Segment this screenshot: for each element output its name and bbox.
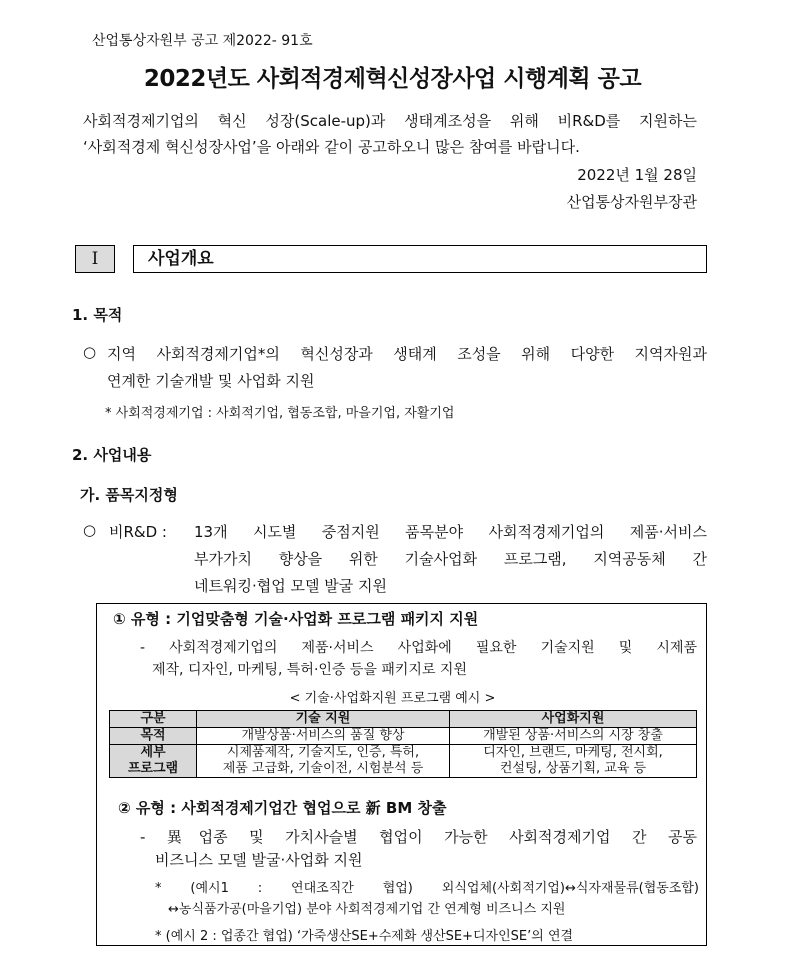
table-cell: 개발상품·서비스의 품질 향상 — [197, 728, 450, 745]
content-line-1: 13개 시도별 중점지원 품목분야 사회적경제기업의 제품·서비스 — [194, 523, 707, 541]
table-header-row — [110, 711, 697, 728]
content-subheading: 가. 품목지정형 — [80, 486, 178, 504]
type2-example-2: * (예시 2 : 업종간 협업) ‘가죽생산SE+수제화 생산SE+디자인SE’의 연결 — [155, 929, 574, 944]
purpose-note: * 사회적경제기업 : 사회적기업, 협동조합, 마을기업, 자활기업 — [105, 406, 455, 421]
purpose-line-2: 연계한 기술개발 및 사업화 지원 — [107, 372, 315, 390]
table-row — [110, 745, 697, 778]
purpose-heading: 1. 목적 — [72, 306, 123, 324]
table-cell: 목적 — [110, 728, 197, 745]
type2-example-1-line-2: ↔농식품가공(마을기업) 분야 사회적경제기업 간 연계형 비즈니스 지원 — [168, 902, 566, 917]
table-cell — [110, 745, 197, 778]
intro-line-2: ‘사회적경제 혁신성장사업’을 아래와 같이 공고하오니 많은 참여를 바랍니다. — [83, 138, 580, 156]
table-cell: 개발된 상품·서비스의 시장 창출 — [450, 728, 697, 745]
table-row — [110, 728, 697, 745]
content-label: 비R&D : — [109, 523, 167, 541]
table-cell — [197, 745, 450, 778]
intro-line-1: 사회적경제기업의 혁신 성장(Scale-up)과 생태계조성을 위해 비R&D를 지원하는 — [83, 112, 697, 130]
section-number: I — [75, 245, 115, 273]
content-line-3: 네트워킹·협업 모델 발굴 지원 — [194, 577, 387, 595]
purpose-bullet: ○ — [83, 343, 97, 361]
section-title: 사업개요 — [133, 245, 707, 273]
table-cell-line: 컨설팅, 상품기획, 교육 등 — [499, 761, 647, 776]
notice-number: 산업통상자원부 공고 제2022- 91호 — [92, 33, 313, 49]
type1-line-2: 제작, 디자인, 마케팅, 특허·인증 등을 패키지로 지원 — [152, 662, 467, 678]
table-cell-line: 제품 고급화, 기술이전, 시험분석 등 — [222, 761, 424, 776]
table-header: 구분 — [110, 711, 197, 728]
table-header: 사업화지원 — [450, 711, 697, 728]
type2-line-1: - 異업종 및 가치사슬별 협업이 가능한 사회적경제기업 간 공동 — [140, 828, 697, 846]
type1-heading: ① 유형 : 기업맞춤형 기술·사업화 프로그램 패키지 지원 — [113, 610, 479, 628]
type2-example-1-line-1: * (예시1 : 연대조직간 협업) 외식업체(사회적기업)↔식자재물류(협동조합) — [155, 881, 699, 896]
content-line-2: 부가가치 향상을 위한 기술사업화 프로그램, 지역공동체 간 — [194, 550, 707, 568]
table-cell — [450, 745, 697, 778]
table-cell-line: 세부 — [140, 745, 166, 760]
table-header: 기술 지원 — [197, 711, 450, 728]
program-table — [109, 710, 697, 778]
table-cell-line: 프로그램 — [127, 761, 179, 776]
type2-line-2: 비즈니스 모델 발굴·사업화 지원 — [155, 851, 363, 869]
content-bullet: ○ — [83, 521, 97, 539]
table-caption: < 기술·사업화지원 프로그램 예시 > — [289, 691, 496, 706]
page-title: 2022년도 사회적경제혁신성장사업 시행계획 공고 — [143, 66, 642, 92]
issuer: 산업통상자원부장관 — [566, 193, 697, 211]
purpose-line-1: 지역 사회적경제기업*의 혁신성장과 생태계 조성을 위해 다양한 지역자원과 — [107, 345, 707, 363]
table-cell-line: 디자인, 브랜드, 마케팅, 전시회, — [483, 745, 663, 760]
content-heading: 2. 사업내용 — [72, 446, 152, 464]
type2-heading: ② 유형 : 사회적경제기업간 협업으로 新 BM 창출 — [118, 799, 447, 817]
table-cell-line: 시제품제작, 기술지도, 인증, 특허, — [226, 745, 420, 760]
type1-line-1: - 사회적경제기업의 제품·서비스 사업화에 필요한 기술지원 및 시제품 — [140, 640, 697, 656]
notice-date: 2022년 1월 28일 — [577, 166, 697, 184]
